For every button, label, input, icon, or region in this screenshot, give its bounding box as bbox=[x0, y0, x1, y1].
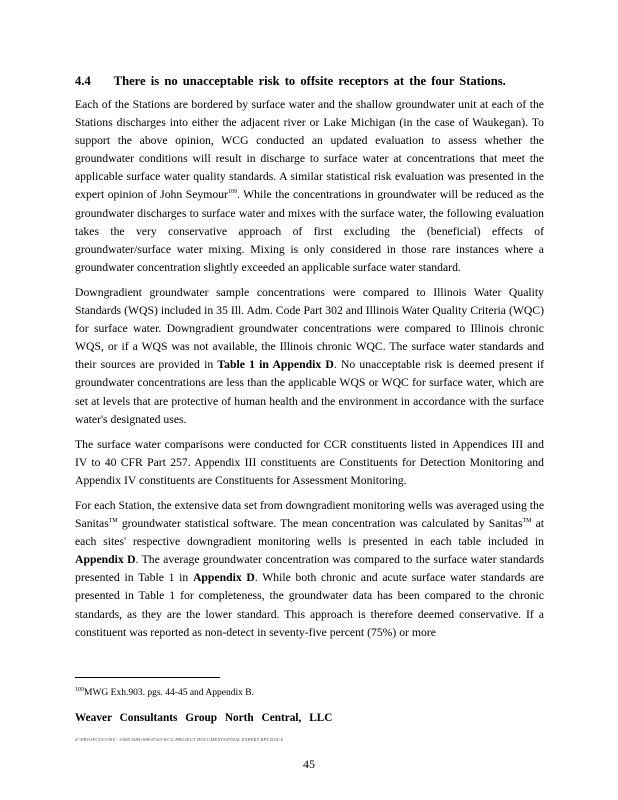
appendix-reference: Appendix D bbox=[75, 553, 136, 567]
file-path: Z:\PROJECTS\3384 - 3384\3384\388\07\03\WCG PROJECT DOCUMENTS\FINAL EXPERT RPT.DOCX bbox=[75, 737, 284, 742]
paragraph-1: Each of the Stations are bordered by surface water and the shallow groundwater unit at each of the Stations discharges into either the adjacent river or Lake Michigan (in the case of Waukegan). To support the above opinion, WCG conducted an updated evaluation to assess whether the groundwater conditions will result in discharge to surface water at concentrations that meet the applicable surface water quality standards. A similar statistical risk evaluation was presented in the expert opinion of John Seymour$^{109}$. While the concentrations in groundwater will be reduced as the groundwater discharges to surface water and mixes with the surface water, the following evaluation takes the very conservative approach of first excluding the (beneficial) effects of groundwater/surface water mixing. Mixing is only considered in those rare instances where a groundwater concentration slightly exceeded an applicable surface water standard. bbox=[75, 98, 544, 274]
footnote-number: 109 bbox=[75, 686, 84, 693]
trademark-mark: TM bbox=[108, 518, 118, 525]
trademark-mark: TM bbox=[522, 518, 532, 525]
body-text bbox=[75, 96, 544, 649]
paragraph-2: Downgradient groundwater sample concentrations were compared to Illinois Water Quality Standards (WQS) included in 35 Ill. Adm. Code Part 302 and Illinois Water Quality Criteria (WQC) for surface water. Downgradient groundwater concentrations were compared to Illinois chronic WQS, or if a WQS was not available, the Illinois chronic WQC. The surface water standards and their sources are provided in Table 1 in Appendix D. No unacceptable risk is deemed present if groundwater concentrations are less than the applicable WQS or WQC for surface water, which are set at levels that are protective of human health and the environment in accordance with the surface water's designated uses. bbox=[75, 285, 544, 426]
footnote-divider bbox=[75, 677, 220, 678]
footnote bbox=[75, 688, 254, 698]
appendix-reference: Appendix D bbox=[192, 571, 255, 585]
paragraph-3: The surface water comparisons were conducted for CCR constituents listed in Appendices III and IV to 40 CFR Part 257. Appendix III constituents are Constituents for Detection Monitoring and Appendix IV constituents are Constituents for Assessment Monitoring. bbox=[75, 437, 544, 487]
paragraph-4: For each Station, the extensive data set from downgradient monitoring wells was averaged using the Sanitas™ groundwater statistical software. The mean concentration was calculated by Sanitas™ at each sites' respective downgradient monitoring wells is presented in each table included in Appendix D. The average groundwater concentration was compared to the surface water standards presented in Table 1 in Appendix D. While both chronic and acute surface water standards are presented in Table 1 for completeness, the groundwater data has been compared to the chronic standards, as they are the lower standard. This approach is therefore deemed conservative. If a constituent was reported as non-detect in seventy-five percent (75%) or more bbox=[75, 498, 545, 639]
footnote-text: MWG Exh.903. pgs. 44-45 and Appendix B. bbox=[84, 688, 254, 698]
section-title: There is no unacceptable risk to offsite receptors at the four Stations. bbox=[113, 74, 506, 88]
company-name: Weaver Consultants Group North Central, LLC bbox=[75, 712, 333, 724]
section-number: 4.4 bbox=[75, 74, 91, 88]
section-heading bbox=[75, 74, 547, 89]
page-number: 45 bbox=[303, 757, 315, 771]
footnote-ref: 109 bbox=[227, 189, 237, 196]
table-reference: Table 1 in Appendix D bbox=[217, 358, 334, 372]
